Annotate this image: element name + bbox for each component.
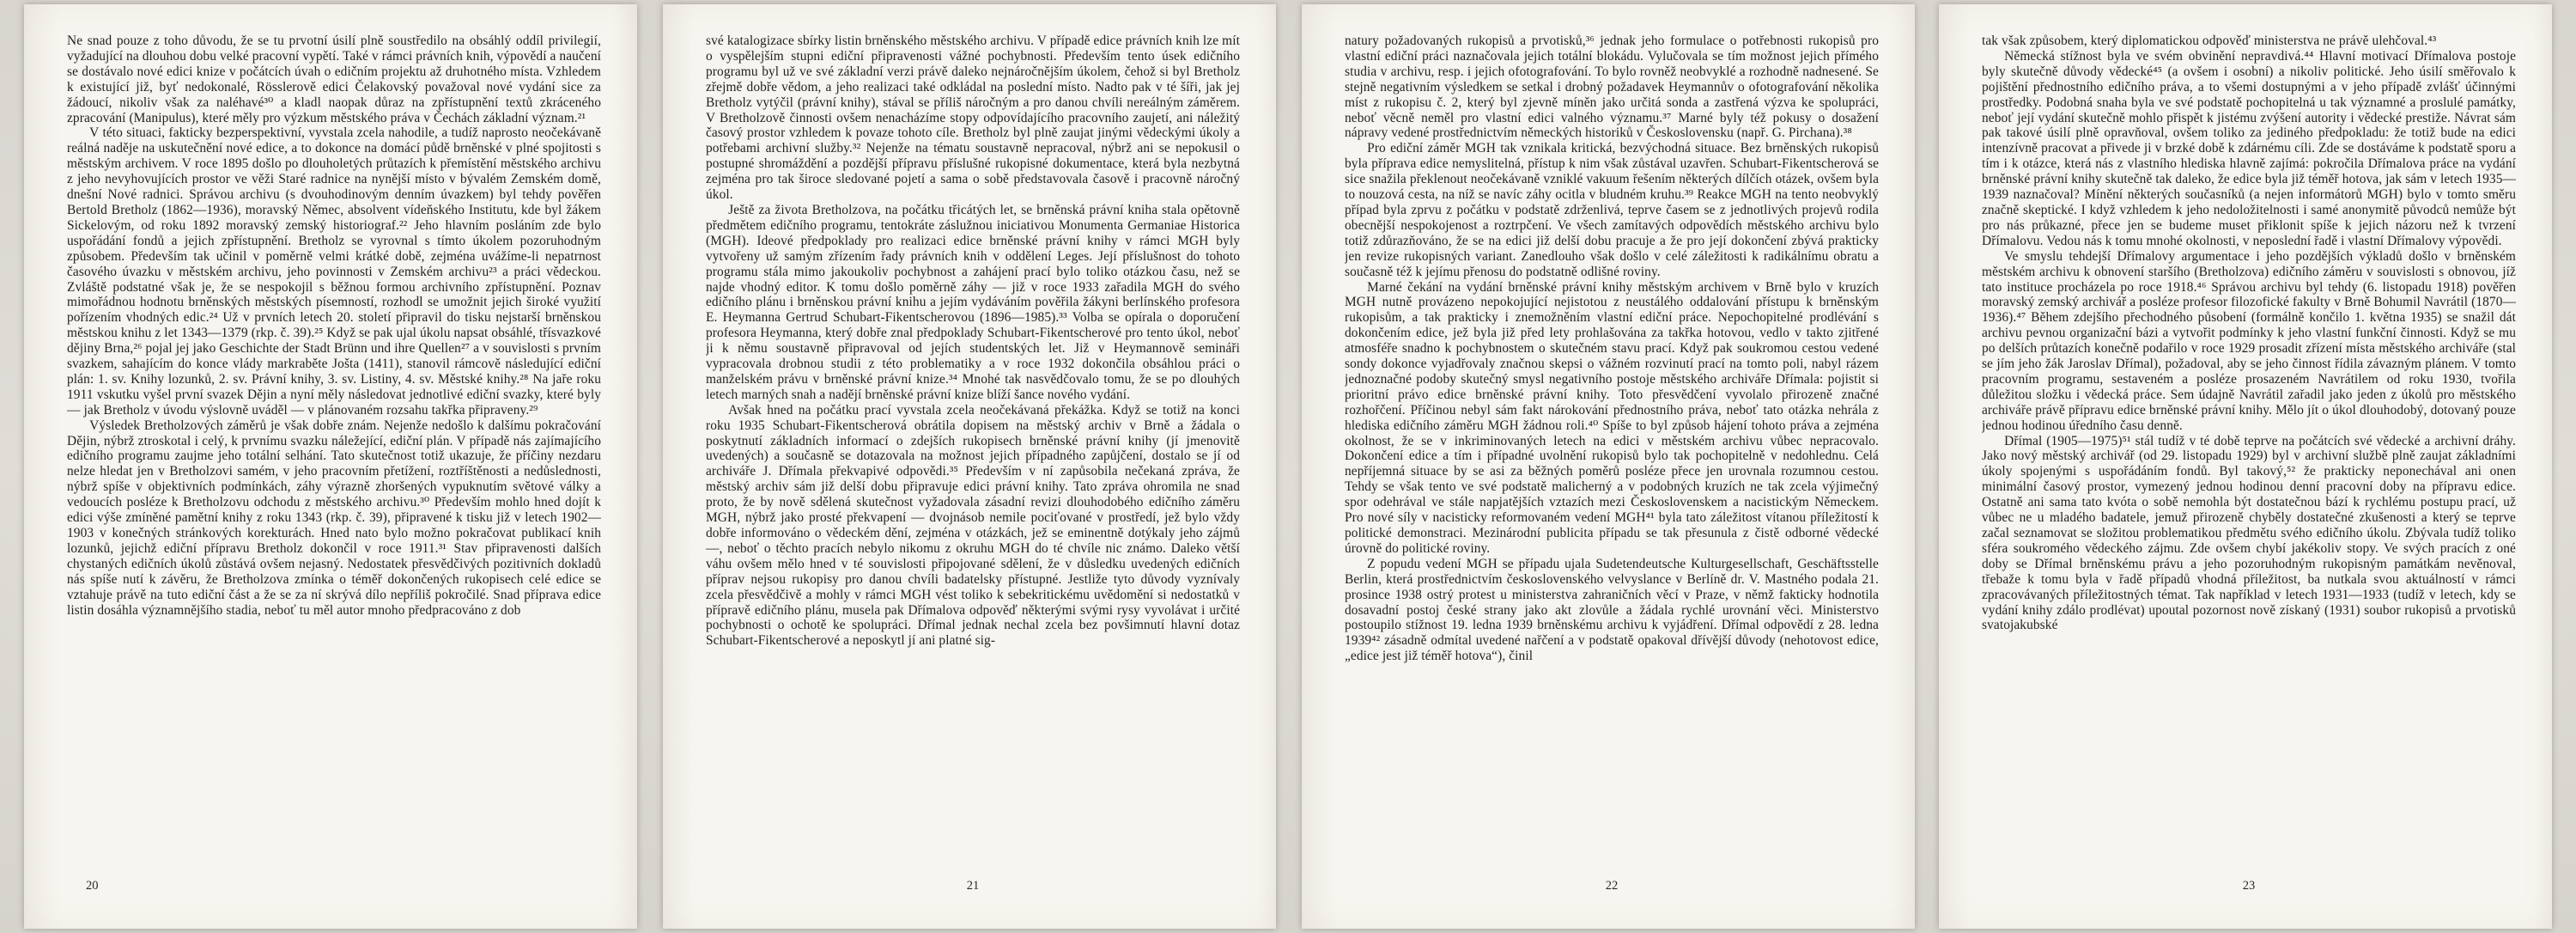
page-number: 21 xyxy=(966,879,980,893)
scanned-page-23 xyxy=(1939,4,2552,929)
paragraph: V této situaci, fakticky bezperspektivní, vyvstala zcela nahodile, a tudíž naprosto neočekávaně reálná naděje na uskutečnění nové edice, a to dokonce na domácí půdě brněnské v plné spojitosti s městským archivem. V roce 1895 došlo po dlouholetých průtazích k přemístění městského archivu z jeho nevyhovujících prostor ve věži Staré radnice na nynější místo v bývalém Zemském domě, dnešní Nové radnici. Správou archivu (s dvouhodinovým denním úvazkem) byl tehdy pověřen Bertold Bretholz (1862—1936), moravský Němec, absolvent vídeňského Institutu, kde byl žákem Sickelovým, od roku 1892 moravský zemský historiograf.²² Jeho hlavním posláním zde bylo uspořádání fondů a jejich zpřístupnění. Bretholz se vyrovnal s tímto úkolem pozoruhodným způsobem. Především tak učinil v poměrně velmi krátké době, zejména uvážíme-li nepatrnost časového úvazku v městském archivu, jeho povinnosti v Zemském archivu²³ a práci vědeckou. Zvláště podstatné však je, že se nespokojil s běžnou formou archivního zpřístupnění. Poznav mimořádnou hodnotu brněnských městských písemností, rozhodl se umožnit jejich široké využití pořízením vhodných edic.²⁴ Už v prvních letech 20. století připravil do tisku nejstarší brněnskou městskou knihu z let 1343—1379 (rkp. č. 39).²⁵ Když se pak ujal úkolu napsat obsáhlé, třísvazkové dějiny Brna,²⁶ pojal jej jako Geschichte der Stadt Brünn und ihre Quellen²⁷ a v souvislosti s prvním svazkem, sahajícím do konce vlády markraběte Jošta (1411), stanovil rámcově následující ediční plán: 1. sv. Knihy lozunků, 2. sv. Právní knihy, 3. sv. Listiny, 4. sv. Městské knihy.²⁸ Na jaře roku 1911 vskutku vyšel první svazek Dějin a nyní měly následovat jednotlivé ediční svazky, které byly — jak Bretholz v úvodu výslovně uváděl — v plánovaném rozsahu takřka připraveny.²⁹ xyxy=(67,125,601,418)
paragraph: Pro ediční záměr MGH tak vznikala kritická, bezvýchodná situace. Bez brněnských rukopisů byla příprava edice nemyslitelná, přístup k nim však zůstával uzavřen. Schubart-Fikentscherová se sice snažila překlenout neočekávaně vzniklé vakuum řešením některých dílčích otázek, ovšem byla to nouzová cesta, na níž se navíc záhy ocitla v bludném kruhu.³⁹ Reakce MGH na tento neobvyklý případ byla zprvu z počátku v podstatě zdrženlivá, teprve časem se z jednotlivých projevů rodila obecnější nespokojenost a roztrpčení. Ve všech zamítavých odpovědích městského archivu bylo totiž zdůrazňováno, že se na edici již delší dobu pracuje a že pro její dokončení zbývá prakticky jen revize rukopisných variant. Zanedlouho však došlo v celé záležitosti k radikálnímu obratu a současně též k jejímu přenosu do podstatně odlišné roviny. xyxy=(1345,141,1879,279)
paragraph: své katalogizace sbírky listin brněnského městského archivu. V případě edice právních knih lze mít o vyspělejším stupni ediční připravenosti vážné pochybnosti. Především tento úsek edičního programu byl už ve své základní verzi právě daleko nejnáročnějším úkolem, čehož si byl Bretholz zřejmě dobře vědom, a jeho realizaci také odkládal na poslední místo. Nadto pak v té šíři, jak jej Bretholz vytýčil (právní knihy), stával se příliš náročným a pro danou chvíli nereálným záměrem. V Bretholzově činnosti ovšem nenacházíme stopy odpovídajícího pracovního zaujetí, ani náležitý časový prostor vzhledem k povaze tohoto cíle. Bretholz byl plně zaujat jinými vědeckými úkoly a potřebami archivní služby.³² Nejenže na tématu soustavně nepracoval, nýbrž ani se nepokusil o postupné shromáždění a pozdější přípravu příslušné rukopisné dokumentace, která byla nezbytná zejména pro tak široce sledované pojetí a sama o sobě představovala časově i pracovně náročný úkol. xyxy=(706,34,1240,203)
page-number: 20 xyxy=(86,879,99,893)
paragraph: Marné čekání na vydání brněnské právní knihy městským archivem v Brně bylo v kruzích MGH nutně provázeno nepokojující nejistotou z neustálého oddalování přístupu k brněnským rukopisům, a tak prakticky i znemožněním vlastní ediční práce. Nepochopitelné prodlévání s dokončením edice, jež byla již před lety prohlašována za takřka hotovou, vedlo v takto zjitřené atmosféře snadno k pochybnostem o skutečném stavu prací. Když pak soukromou cestou vedené sondy dokonce vyjadřovaly značnou skepsi o vážném rozvinutí prací na tomto poli, nabyl rázem jednoznačné podoby skutečný smysl negativního postoje městského archiváře Dřímala: pojistit si prioritní právo edice brněnské právní knihy. Toto přesvědčení vyvolalo přirozeně značné rozhořčení. Příčinou nebyl sám fakt nárokování přednostního práva, neboť tato otázka nehrála z hlediska edičního záměru MGH žádnou roli.⁴⁰ Spíše to byl způsob hájení tohoto práva a zejména okolnost, že se v inkriminovaných letech na edici v městském archivu vůbec nepracovalo. Dokončení edice a tím i případné uvolnění rukopisů bylo tak pochopitelně v nedohlednu. Celá nepříjemná situace by se asi za běžných poměrů posléze přece jen urovnala rozumnou cestou. Tehdy se však tento ve své podstatě malicherný a v podobných kruzích ne tak zcela výjimečný spor odehrával ve stále napjatějších vztazích mezi Československem a nacistickým Německem. Pro nové síly v nacisticky reformovaném vedení MGH⁴¹ byla tato záležitost vítanou příležitostí k politické demonstraci. Mezinárodní publicita případu se tak přesunula z čistě odborné vědecké úrovně do politické roviny. xyxy=(1345,279,1879,556)
paragraph: Ještě za života Bretholzova, na počátku třicátých let, se brněnská právní kniha stala opětovně předmětem edičního programu, tentokráte záslužnou iniciativou Monumenta Germaniae Historica (MGH). Ideové předpoklady pro realizaci edice brněnské právní knihy v rámci MGH byly vytvořeny už samým zřízením řady právních knih v oddělení Leges. Její příslušnost do tohoto programu stála mimo jakoukoliv pochybnost a zahájení prací bylo toliko otázkou času, než se najde vhodný editor. K tomu došlo poměrně záhy — již v roce 1933 zařadila MGH do svého edičního plánu i brněnskou právní knihu a jejím vydáváním pověřila žákyni berlínského profesora E. Heymanna Gertrud Schubart-Fikentscherovou (1896—1985).³³ Volba se opírala o doporučení profesora Heymanna, který dobře znal předpoklady Schubart-Fikentscherové pro tento úkol, neboť ji k němu soustavně připravoval od jejích studentských let. Již v Heymannově semináři vypracovala drobnou studii z této problematiky a v roce 1932 dokončila obsáhlou práci o manželském právu v brněnské právní knize.³⁴ Mnohé tak nasvědčovalo tomu, že se po dlouhých letech marných snah a nadějí brněnské právní knize blíží šance nového vydání. xyxy=(706,202,1240,402)
paragraph: Z popudu vedení MGH se případu ujala Sudetendeutsche Kulturgesellschaft, Geschäftsstelle Berlin, která prostřednictvím československého velvyslance v Berlíně dr. V. Mastného podala 21. prosince 1938 ostrý protest u ministerstva zahraničních věcí v Praze, v němž fakticky hodnotila dosavadní postoj české strany jako akt zlovůle a žádala rychlé urovnání věci. Ministerstvo postoupilo stížnost 19. ledna 1939 brněnskému archivu k vyjádření. Dřímal odpovědí z 28. ledna 1939⁴² zásadně odmítal uvedené nařčení a v podstatě opakoval dřívější důvody (nehotovost edice, „edice jest již téměř hotova“), činil xyxy=(1345,556,1879,664)
page-text xyxy=(706,34,1240,863)
paragraph: Německá stížnost byla ve svém obvinění nepravdivá.⁴⁴ Hlavní motivací Dřímalova postoje byly skutečně důvody vědecké⁴⁵ (a ovšem i osobní) a nikoliv politické. Jeho úsilí směřovalo k pojištění přednostního edičního práva, a to všemi dostupnými a v jeho případě zvlášť účinnými prostředky. Podobná snaha byla ve své podstatě pochopitelná u tak významné a proslulé památky, neboť její vydání skutečně mohlo přispět k jistému zvýšení autority i vědecké prestiže. Návrat sám pak takové úsilí plně opravňoval, ovšem toliko za jediného předpokladu: že totiž bude na edici intenzívně pracovat a přivede ji v brzké době k zdárnému cíli. Zde se dostáváme k podstatě sporu a tím i k otázce, která nás z vlastního hlediska hlavně zajímá: pokročila Dřímalova práce na vydání brněnské právní knihy skutečně tak daleko, že edice byla již téměř hotova, jak sám v letech 1935—1939 naznačoval? Mínění některých současníků (a nejen informátorů MGH) bylo v tomto směru značně skeptické. I když vzhledem k jeho nedoložitelnosti i samé anonymitě původců nemůže být pro nás průkazné, přece jen se budeme muset přiklonit spíše k jejich názoru než k tvrzení Dřímalovu. Vedou nás k tomu mnohé okolnosti, v neposlední řadě i vlastní Dřímalovy výpovědi. xyxy=(1982,48,2516,248)
scanned-page-22 xyxy=(1302,4,1915,929)
page-text xyxy=(67,34,601,863)
page-number: 22 xyxy=(1605,879,1619,893)
paragraph: Ne snad pouze z toho důvodu, že se tu prvotní úsilí plně soustředilo na obsáhlý oddíl privilegií, vyžadující na dlouhou dobu velké pracovní vypětí. Také v rámci právních knih, výpovědí a naučení se dostávalo nové edici knize v počátcích úvah o edičním projektu až druhotného místa. Vzhledem k existující již, byť nedokonalé, Rösslerově edici Čelakovský považoval nové vydání sice za žádoucí, nikoliv však za naléhavé³⁰ a kladl naopak důraz na zpřístupnění textů zkráceného zpracování (Manipulus), které měly pro výzkum městského práva v Čechách základní význam.²¹ xyxy=(67,34,601,125)
paragraph: Výsledek Bretholzových záměrů je však dobře znám. Nejenže nedošlo k dalšímu pokračování Dějin, nýbrž ztroskotal i celý, k prvnímu svazku náležející, ediční plán. V případě nás zajímajícího edičního programu zaujme jeho totální selhání. Tato skutečnost totiž ukazuje, že příčiny nezdaru nelze hledat jen v Bretholzovi samém, v jeho pracovním přetížení, roztříštěnosti a nedůslednosti, nýbrž spíše v objektivních podmínkách, záhy výrazně zhoršených vypuknutím světové války a vedoucích posléze k Bretholzovu odchodu z městského archivu.³⁰ Především mohlo hned dojít k edici výše zmíněné pamětní knihy z roku 1343 (rkp. č. 39), připravené k tisku již v letech 1902—1903 v konečných stránkových korekturách. Hned nato bylo možno pokračovat publikací knih lozunků, jejichž ediční přípravu Bretholz dokončil v roce 1911.³¹ Stav připravenosti dalších chystaných edičních úkolů zůstává ovšem nejasný. Nedostatek přesvědčivých pozitivních dokladů nás spíše nutí k závěru, že Bretholzova zmínka o téměř dokončených rukopisech celé edice se vztahuje právě na tuto ediční část a že se za ní skrývá dílo nepříliš pokročilé. Snad příprava edice listin dosáhla významnějšího stadia, neboť tu měl autor mnoho předpracováno z dob xyxy=(67,418,601,618)
paragraph: Ve smyslu tehdejší Dřímalovy argumentace i jeho pozdějších výkladů došlo v brněnském městském archivu k obnovení staršího (Bretholzova) edičního záměru v souvislosti s obnovou, jíž tato instituce procházela po roce 1918.⁴⁶ Správou archivu byl tehdy (6. listopadu 1918) pověřen moravský zemský archivář a posléze profesor filozofické fakulty v Brně Bohumil Navrátil (1870—1936).⁴⁷ Během zdejšího přechodného působení (formálně končilo 1. května 1935) se snažil dát archivu pevnou organizační bázi a vytvořit podmínky k jeho vlastní funkční činnosti. Když se mu po delších průtazích konečně podařilo v roce 1929 prosadit zřízení místa městského archiváře (stal se jím jeho žák Jaroslav Dřímal), požadoval, aby se jeho činnost řídila závazným plánem. V tomto pracovním programu, sestaveném a posléze prosazeném Navrátilem od roku 1930, tvořila důležitou složku i vědecká práce. Sem údajně Navrátil zařadil jako jeden z úkolů pro městského archiváře právě přípravu edice brněnské právní knihy. Mělo jít o úkol dlouhodobý, dotovaný pouze jednou hodinou úředního času denně. xyxy=(1982,248,2516,433)
paragraph: Avšak hned na počátku prací vyvstala zcela neočekávaná překážka. Když se totiž na konci roku 1935 Schubart-Fikentscherová obrátila dopisem na městský archiv v Brně a žádala o poskytnutí základních informací o zdejších rukopisech brněnské právní knihy (jí jmenovitě uvedených) a současně se dotazovala na možnost jejich případného zapůjčení, dostalo se jí od archiváře J. Dřímala překvapivé odpovědi.³⁵ Především v ní zapůsobila nečekaná zpráva, že městský archiv sám již delší dobu připravuje edici právní knihy. Tato zpráva ohromila ne snad proto, že by nově sdělená skutečnost vyžadovala zásadní revizi dlouhodobého edičního záměru MGH, nýbrž jako prosté překvapení — dvojnásob nemile pociťované v prostředí, jež bylo vždy dobře informováno o vědeckém dění, zejména v otázkách, jež se eminentně dotýkaly jeho zájmů —, neboť o těchto pracích nebylo nikomu z okruhu MGH do té chvíle nic známo. Daleko větší váhu ovšem mělo hned v té souvislosti připojované sdělení, že v důsledku uvedených edičních příprav nejsou rukopisy pro danou chvíli badatelsky přístupné. Jestliže tyto důvody vyznívaly zcela přesvědčivě a mohly v rámci MGH vést toliko k sebekritickému uvědomění si nedostatků v přípravě edičního plánu, musela pak Dřímalova odpověď některými svými rysy vyvolávat i určité pochybnosti o ochotě ke spolupráci. Dřímal jednak nechal zcela bez povšimnutí hlavní dotaz Schubart-Fikentscherové a neposkytl jí ani platné sig- xyxy=(706,402,1240,649)
page-number: 23 xyxy=(2242,879,2256,893)
paragraph: tak však způsobem, který diplomatickou odpověď ministerstva ne právě ulehčoval.⁴³ xyxy=(1982,34,2437,48)
scanned-page-20 xyxy=(24,4,637,929)
paragraph: Dřímal (1905—1975)⁵¹ stál tudíž v té době teprve na počátcích své vědecké a archivní dráhy. Jako nový městský archivář (od 29. listopadu 1929) byl v archivní službě plně zaujat základními úkoly spojenými s uspořádáním fondů. Byl takový,⁵² že prakticky neponechával ani onen minimální časový prostor, vymezený jednou hodinou denní pracovní doby na přípravu edice. Ostatně ani sama tato kvóta o sobě nemohla být dostatečnou bází k rychlému postupu prací, už vůbec ne u mladého badatele, jemuž přirozeně chyběly dostatečné zkušenosti a který se teprve začal seznamovat se složitou problematikou předmětu svého edičního úkolu. Zbývala tudíž toliko sféra soukromého vědeckého zájmu. Zde ovšem chybí jakékoliv stopy. Ve svých pracích z oné doby se Dřímal brněnskému právu a jeho pozoruhodným rukopisným památkám nevěnoval, třebaže k tomu byla v řadě případů vhodná příležitost, ba nutkala svou aktuálností v rámci zpracovávaných příležitostných témat. Tak například v letech 1931—1933 (tudíž v letech, kdy se vydání knihy zdálo prodlévat) upoutal pozornost nově získaný (1931) soubor rukopisů a prvotisků svatojakubské xyxy=(1982,433,2516,633)
scanned-page-21 xyxy=(663,4,1276,929)
page-text xyxy=(1345,34,1879,863)
page-text xyxy=(1982,34,2516,863)
paragraph: natury požadovaných rukopisů a prvotisků,³⁶ jednak jeho formulace o potřebnosti rukopisů pro vlastní ediční práci naznačovala jejich totální blokádu. Vylučovala se tím možnost jejich přímého studia v archivu, resp. i jejich ofotografování. To bylo rovněž neobvyklé a rozhodně nadnesené. Se stejně negativním výsledkem se setkal i drobný požadavek Heymannův o ofotografování několika míst z rukopisu č. 2, který byl zjevně míněn jako určitá sonda a zastřená výzva ke spolupráci, neboť věcně neměl pro vlastní edici valného významu.³⁷ Marné byly též pokusy o dosažení nápravy vedené prostřednictvím německých historiků v Československu (např. G. Pirchana).³⁸ xyxy=(1345,34,1879,141)
